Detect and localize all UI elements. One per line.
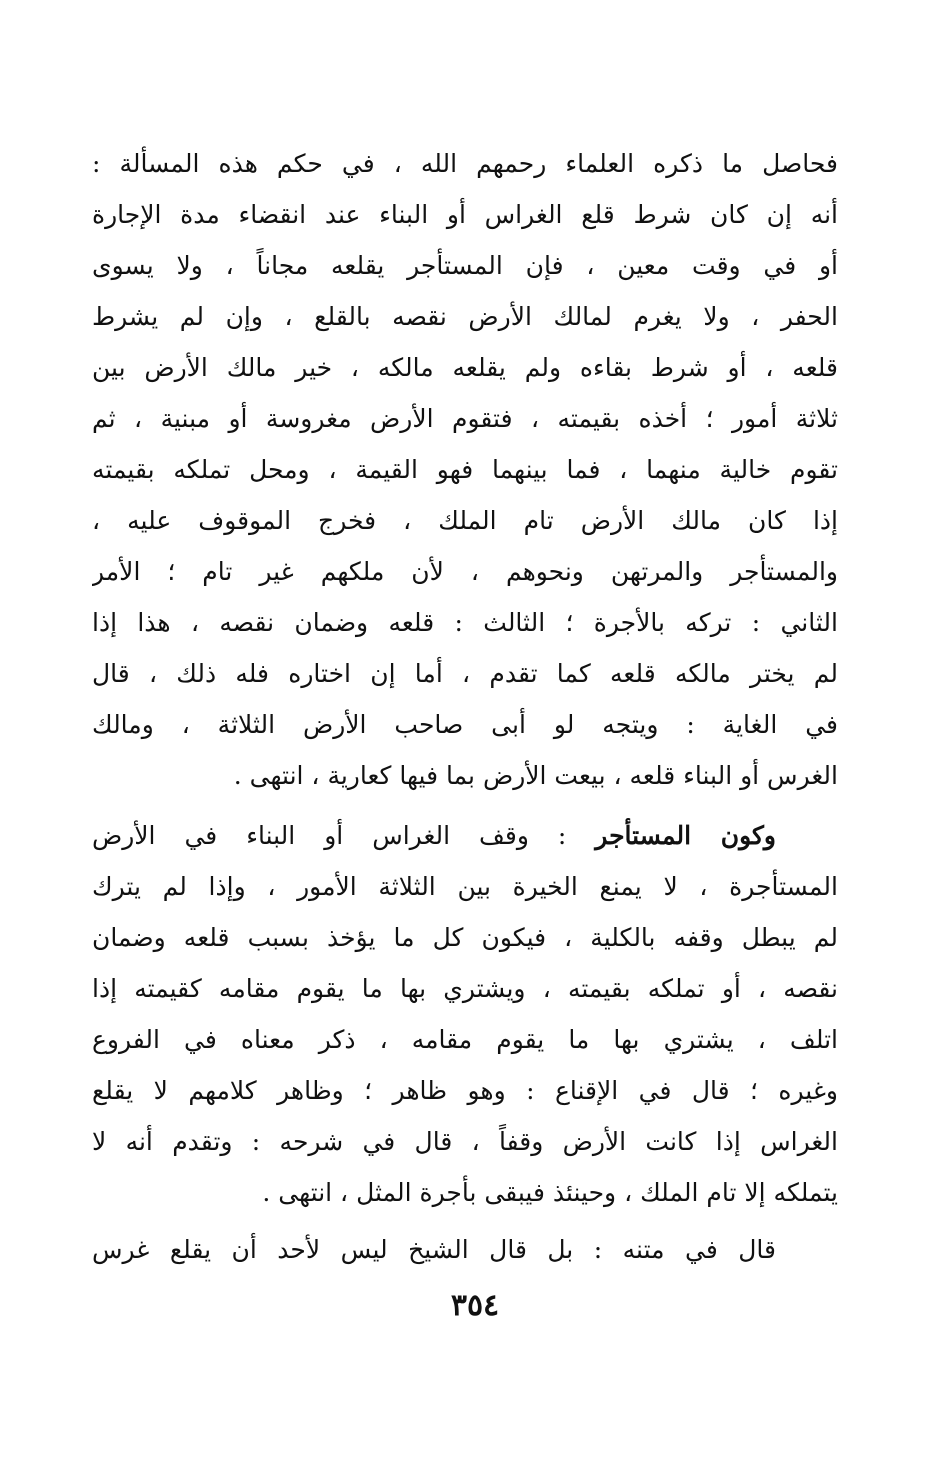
text-line: لم يبطل وقفه بالكلية ، فيكون كل ما يؤخذ بسبب قلعه وضمان (92, 923, 838, 952)
text-line: الحفر ، ولا يغرم لمالك الأرض نقصه بالقلع ، وإن لم يشرط (92, 302, 838, 331)
text-line: قال في متنه : بل قال الشيخ ليس لأحد أن يقلع غرس (92, 1235, 776, 1264)
text-line: والمستأجر والمرتهن ونحوهم ، لأن ملكهم غير تام ؛ الأمر (92, 557, 838, 586)
text-line: اتلف ، يشتري بها ما يقوم مقامه ، ذكر معناه في الفروع (92, 1025, 838, 1054)
text-line: وغيره ؛ قال في الإقناع : وهو ظاهر ؛ وظاهر كلامهم لا يقلع (92, 1076, 838, 1105)
text-line (92, 812, 838, 860)
text-line: يتملكه إلا تام الملك ، وحينئذ فيبقى بأجرة المثل ، انتهى . (262, 1178, 838, 1207)
text-line: الثاني : تركه بالأجرة ؛ الثالث : قلعه وضمان نقصه ، هذا إذا (92, 608, 838, 637)
text-line: إذا كان مالك الأرض تام الملك ، فخرج الموقوف عليه ، (92, 506, 838, 535)
text-line: الغراس إذا كانت الأرض وقفاً ، قال في شرحه : وتقدم أنه لا (92, 1127, 838, 1156)
text-line: نقصه ، أو تملكه بقيمته ، ويشتري بها ما يقوم مقامه كقيمته إذا (92, 974, 838, 1003)
page-number: ٣٥٤ (450, 1288, 500, 1323)
text-line: في الغاية : ويتجه لو أبى صاحب الأرض الثلاثة ، ومالك (92, 710, 838, 739)
text-line: فحاصل ما ذكره العلماء رحمهم الله ، في حكم هذه المسألة : (92, 149, 838, 178)
text-line: قلعه ، أو شرط بقاءه ولم يقلعه مالكه ، خير مالك الأرض بين (92, 353, 838, 382)
text-line: الغرس أو البناء قلعه ، بيعت الأرض بما فيها كعارية ، انتهى . (233, 761, 838, 790)
text-line: ثلاثة أمور ؛ أخذه بقيمته ، فتقوم الأرض مغروسة أو مبنية ، ثم (92, 404, 838, 433)
text-line: لم يختر مالكه قلعه كما تقدم ، أما إن اختاره فله ذلك ، قال (92, 659, 838, 688)
text-line: تقوم خالية منهما ، فما بينهما فهو القيمة ، ومحل تملكه بقيمته (92, 455, 838, 484)
text-body (92, 140, 838, 1280)
bold-lead: وكون المستأجر (595, 821, 776, 850)
text-line: المستأجرة ، لا يمنع الخيرة بين الثلاثة الأمور ، وإذا لم يترك (92, 872, 838, 901)
text-line: أنه إن كان شرط قلع الغراس أو البناء عند انقضاء مدة الإجارة (92, 200, 838, 229)
text-line: أو في وقت معين ، فإن المستأجر يقلعه مجاناً ، ولا يسوى (92, 251, 838, 280)
lead-text: : وقف الغراس أو البناء في الأرض (92, 821, 567, 850)
